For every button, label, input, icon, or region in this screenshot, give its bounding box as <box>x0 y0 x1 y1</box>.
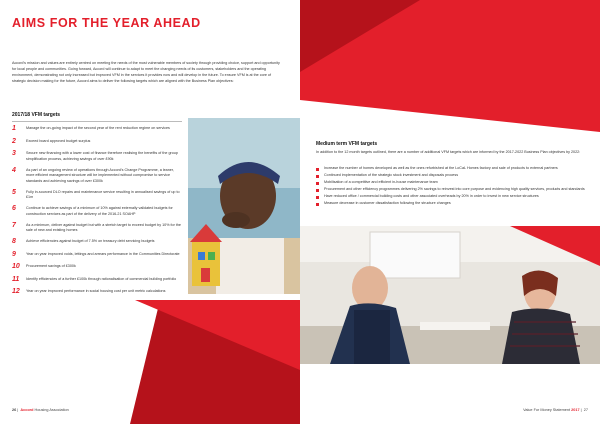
target-number: 11 <box>12 275 20 283</box>
target-item <box>12 150 182 162</box>
medium-targets-intro: In addition to the 12 month targets outlined, there are a number of additional VFM targets which are informed by the 2017-2022 Business Plan objectives by 2022: <box>316 150 581 154</box>
target-text: Continue to achieve savings of a minimum of 10% against externally validated budgets for construction services as part of the delivery of the 2016-21 SOAHP <box>26 206 173 216</box>
bottom-red-triangle <box>0 300 300 424</box>
target-text: As a minimum, deliver against budget but with a stretch target to exceed budget by 10% for the sale of new and existing homes <box>26 222 181 232</box>
target-item <box>12 263 182 271</box>
bullet-item <box>316 201 588 207</box>
target-item <box>12 276 182 284</box>
bullet-item <box>316 180 588 186</box>
target-number: 8 <box>12 238 16 245</box>
target-text: As part of an ongoing review of operations through Accord's Change Programme, a leaner, more efficient management structure will be implemented without compromise to service standards and achieving savings of over £300k <box>26 167 174 183</box>
footer-left: 26 | Accord Housing Association <box>12 408 69 412</box>
target-number: 9 <box>12 250 16 258</box>
page-heading: AIMS FOR THE YEAR AHEAD <box>12 16 201 30</box>
bullet-marker <box>316 189 319 192</box>
target-item <box>12 125 182 133</box>
bullet-text: Have reduced office / commercial building costs and other associated overheads by 20% in order to invest in new service structures <box>324 193 539 198</box>
target-item <box>12 167 182 185</box>
target-number: 5 <box>12 188 16 196</box>
bullet-marker <box>316 168 319 171</box>
divider <box>12 121 182 122</box>
medium-targets-title: Medium term VFM targets <box>316 141 378 147</box>
bullet-item <box>316 166 588 172</box>
targets-title: 2017/18 VFM targets <box>12 112 61 118</box>
bullet-marker <box>316 196 319 199</box>
brand-name: Accord <box>20 408 34 412</box>
target-number: 7 <box>12 221 16 229</box>
right-red-panel <box>300 0 600 140</box>
target-text: Exceed board approved budget surplus <box>26 138 91 143</box>
target-number: 4 <box>12 166 16 174</box>
target-number: 3 <box>12 150 16 157</box>
bullet-text: Measure decrease in customer dissatisfaction following the structure changes <box>324 200 451 205</box>
bullet-text: Procurement and other efficiency programmes delivering 2% savings to reinvest into core purpose and evidencing high quality services, products and standards <box>324 186 585 191</box>
target-text: Secure new financing with a lower cost of finance therefore realising the benefits of the group simplification process, achieving savings of over £90k <box>26 151 178 161</box>
target-text: Fully in-sourced DLO repairs and maintenance service resulting in annualised savings of up to £1m <box>26 189 180 199</box>
target-text: Manage the on-going impact of the second year of the rent reduction regime on services <box>26 126 170 130</box>
target-text: Identify efficiencies of a further £100k through rationalisation of commercial building portfolio <box>26 276 177 281</box>
target-item <box>12 138 182 146</box>
bullet-marker <box>316 182 319 185</box>
bullet-item <box>316 194 588 200</box>
page-number: 26 <box>12 408 17 412</box>
bullet-item <box>316 173 588 179</box>
org-name: Housing Association <box>34 408 69 412</box>
target-text: Procurement savings of £300k <box>26 264 76 268</box>
bullet-text: Mobilisation of a competitive and efficient in-house maintenance team <box>324 179 438 184</box>
footer-right: Value For Money Statement 2017 | 27 <box>523 408 588 412</box>
staff-photo <box>300 226 600 364</box>
target-number: 1 <box>12 125 16 132</box>
target-item <box>12 288 182 296</box>
bullet-text: Increase the number of homes developed as well as the ones refurbished at the LoCaL Homes factory and sale of products to external partners <box>324 166 558 170</box>
right-page <box>300 0 600 424</box>
bullet-marker <box>316 175 319 178</box>
target-text: Year on year improved performance in social housing cost per unit metric calculations <box>26 289 166 293</box>
target-item <box>12 251 182 259</box>
intro-paragraph: Accord's mission and values are entirely centred on meeting the needs of the most vulnerable members of society through providing choice, support and opportunity for local people and communities. Going forward, Accord will continue to adapt to meet the changing needs of its customers, stakeholders and the operating environment, demonstrating not only increased but improved VFM in the services it provides now and will develop in the future. To ensure VFM is at the core of strategic decision making for the future, Accord aims to deliver the following targets which are aligned with the Business Plan objectives: <box>12 61 280 83</box>
target-item <box>12 189 182 201</box>
page-number: 27 <box>583 408 588 412</box>
target-number: 6 <box>12 205 16 212</box>
report-year: 2017 <box>571 408 580 412</box>
target-item <box>12 238 182 246</box>
target-number: 10 <box>12 263 20 270</box>
top-red-triangle <box>0 0 300 60</box>
report-title: Value For Money Statement <box>523 408 571 412</box>
target-number: 12 <box>12 288 20 295</box>
target-number: 2 <box>12 137 16 145</box>
bullet-text: Continued implementation of the strategic stock investment and disposals process <box>324 172 459 177</box>
target-item <box>12 205 182 217</box>
bullet-marker <box>316 203 319 206</box>
medium-targets-list <box>316 166 588 208</box>
child-toy-photo <box>188 118 300 294</box>
targets-list <box>12 125 182 301</box>
target-text: Year on year improved voids, lettings and arrears performance in the Communities Directorate <box>26 251 180 256</box>
bullet-item <box>316 187 588 193</box>
target-text: Achieve efficiencies against budget of 7.5% on treasury debt servicing budgets <box>26 239 155 243</box>
target-item <box>12 222 182 234</box>
